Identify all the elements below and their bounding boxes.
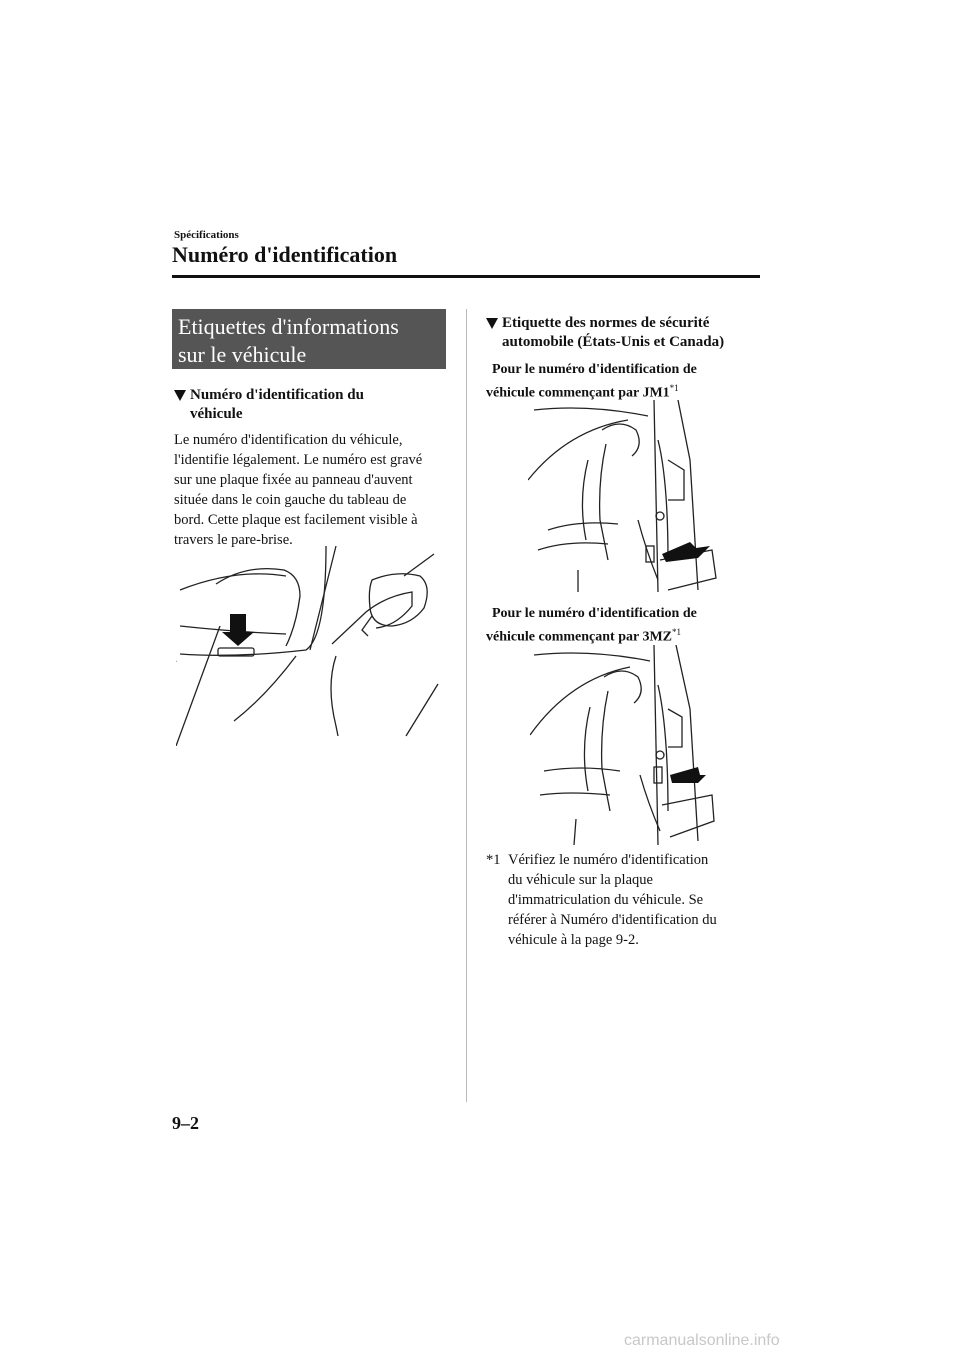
- page-title: Numéro d'identification: [172, 242, 398, 267]
- banner-line-2: sur le véhicule: [178, 342, 307, 367]
- vin-description-line: sur une plaque fixée au panneau d'auvent: [174, 472, 413, 488]
- vin-subheading-line-2: véhicule: [190, 406, 243, 422]
- footnote-line: d'immatriculation du véhicule. Se: [508, 892, 704, 908]
- vin-description-line: Le numéro d'identification du véhicule,: [174, 432, 403, 448]
- vin-subheading: [174, 386, 454, 424]
- footnote-text: [486, 850, 776, 950]
- 3mz-heading-text: véhicule commençant par 3MZ: [486, 629, 672, 645]
- section-label: Spécifications: [174, 229, 239, 241]
- banner-line-1: Etiquettes d'informations: [178, 314, 399, 339]
- jm1-heading-line-1: Pour le numéro d'identification de: [492, 362, 697, 377]
- watermark: carmanualsonline.info: [624, 1332, 780, 1349]
- 3mz-footnote-ref: *1: [672, 627, 681, 637]
- title-rule: [172, 275, 760, 278]
- windshield-vin-plate-illustration: [176, 546, 446, 746]
- 3mz-heading-line-2: [486, 623, 776, 647]
- footnote-marker: *1: [486, 852, 501, 868]
- jm1-heading-text: véhicule commençant par JM1: [486, 385, 670, 401]
- footnote-line: véhicule à la page 9-2.: [508, 932, 639, 948]
- safety-label-subheading-line-1: Etiquette des normes de sécurité: [502, 315, 710, 331]
- triangle-down-icon: [174, 390, 186, 401]
- vin-subheading-line-1: Numéro d'identification du: [190, 387, 364, 403]
- vin-description: [174, 430, 464, 550]
- footnote-line: Vérifiez le numéro d'identification: [508, 852, 709, 868]
- jm1-footnote-ref: *1: [669, 383, 679, 393]
- footnote-line: du véhicule sur la plaque: [508, 872, 653, 888]
- safety-label-subheading-line-2: automobile (États-Unis et Canada): [502, 334, 725, 350]
- vin-description-line: bord. Cette plaque est facilement visible à: [174, 512, 418, 528]
- vin-description-line: l'identifie légalement. Le numéro est gravé: [174, 452, 423, 468]
- jm1-heading: [486, 360, 776, 403]
- section-banner: [172, 309, 446, 369]
- door-jamb-label-jm1-illustration: [528, 400, 718, 592]
- vin-description-line: située dans le coin gauche du tableau de: [174, 492, 407, 508]
- footnote: [486, 850, 776, 950]
- column-divider: [466, 309, 467, 1102]
- door-jamb-label-3mz-illustration: [530, 645, 720, 845]
- page-number: 9–2: [172, 1113, 199, 1133]
- triangle-down-icon: [486, 318, 498, 329]
- 3mz-heading-line-1: Pour le numéro d'identification de: [492, 606, 697, 621]
- vin-description-line: travers le pare-brise.: [174, 532, 293, 548]
- safety-label-subheading: [486, 314, 776, 352]
- 3mz-heading: [486, 604, 776, 647]
- footnote-line: référer à Numéro d'identification du: [508, 912, 717, 928]
